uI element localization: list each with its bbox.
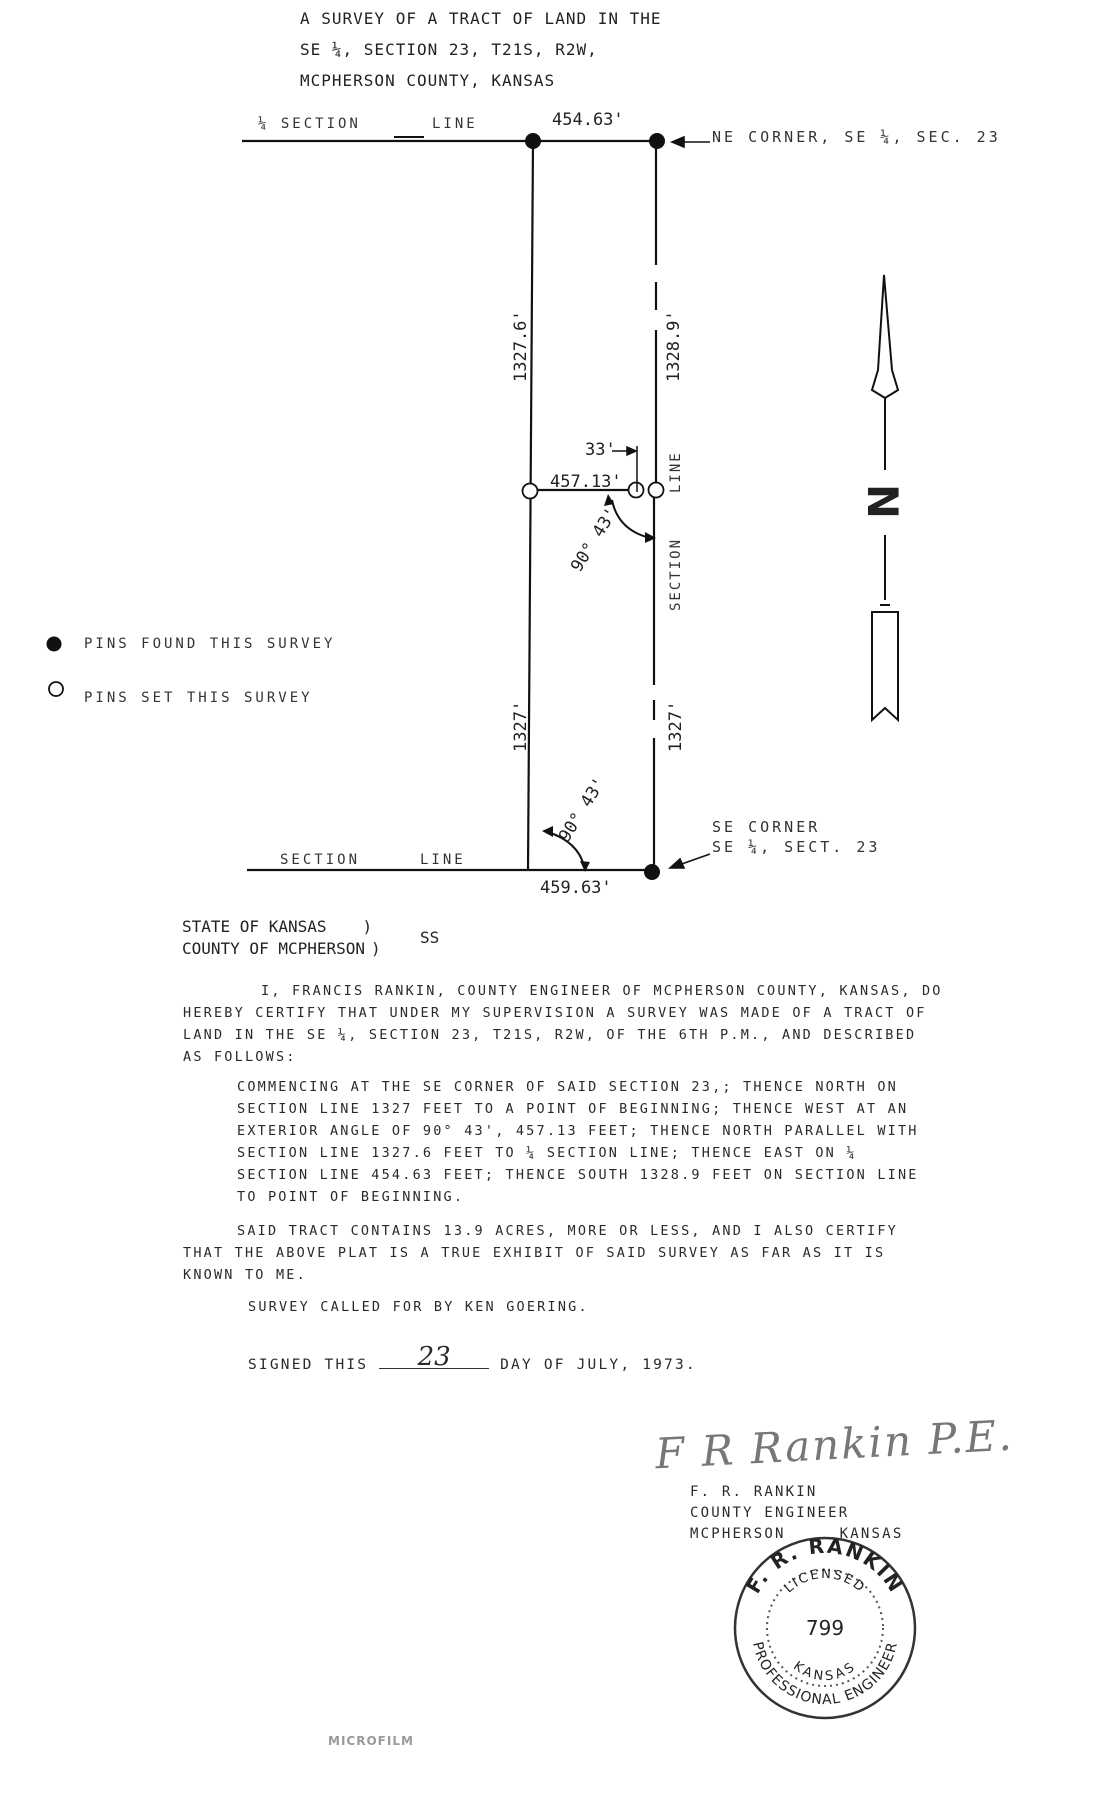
west-upper-dimension: 1327.6' [511, 310, 531, 382]
east-lower-dimension: 1327' [666, 700, 686, 752]
svg-text:F. R. RANKIN [741, 1534, 909, 1598]
legend-set-label: PINS SET THIS SURVEY [84, 690, 313, 706]
seal-state-text: KANSAS [790, 1658, 860, 1685]
signer-name-line: F. R. RANKIN [690, 1484, 818, 1500]
pin-set-east-2 [649, 483, 664, 498]
bottom-dimension: 459.63' [540, 878, 612, 898]
seal-number: 799 [805, 1616, 845, 1640]
bottom-section-label: SECTION [280, 852, 361, 868]
called-for-line: SURVEY CALLED FOR BY KEN GOERING. [248, 1299, 589, 1315]
offset-dimension: 33' [585, 440, 616, 460]
north-letter: N [858, 483, 908, 520]
east-section-label: SECTION [668, 537, 684, 611]
title-line-1: A SURVEY OF A TRACT OF LAND IN THE [300, 9, 662, 28]
west-lower-dimension: 1327' [511, 700, 531, 752]
microfilm-stamp: MICROFILM [328, 1734, 414, 1748]
east-line-label: LINE [668, 451, 684, 493]
pin-found-se [644, 864, 660, 880]
certificate-paragraph-1: I, FRANCIS RANKIN, COUNTY ENGINEER OF MCPHERSON COUNTY, KANSAS, DO HEREBY CERTIFY THAT UNDER MY SUPERVISION A SURVEY WAS MADE OF A TRACT OF LAND IN THE SE ¼, SECTION 23, T21S, R2W, OF THE 6TH P.M., AND DESCRIBED AS FOLLOWS: [183, 983, 943, 1065]
seal-top-text: F. R. RANKIN [741, 1533, 909, 1598]
signed-day: 23 [379, 1346, 489, 1369]
mid-dimension: 457.13' [550, 472, 622, 492]
pin-found-nw [525, 133, 541, 149]
legend-found-label: PINS FOUND THIS SURVEY [84, 636, 336, 652]
east-upper-dimension: 1328.9' [664, 310, 684, 382]
signer-county-line: MCPHERSON KANSAS [690, 1526, 904, 1542]
seal-bottom-text: PROFESSIONAL ENGINEER [748, 1640, 902, 1709]
venue-ss: SS [420, 928, 440, 947]
west-boundary [528, 141, 533, 870]
svg-text:LICENSED [782, 1567, 869, 1596]
venue-county: COUNTY OF MCPHERSON ) [182, 939, 381, 958]
signed-line: SIGNED THIS 23 DAY OF JULY, 1973. [248, 1342, 697, 1373]
lower-angle-label: 90° 43' [555, 774, 610, 846]
quarter-section-label: ¼ SECTION [258, 116, 361, 132]
bottom-section-line-label: LINE [420, 852, 466, 868]
se-corner-label-1: SE CORNER [712, 818, 821, 836]
quarter-section-line-label: LINE [432, 116, 478, 132]
certificate-paragraph-3: SAID TRACT CONTAINS 13.9 ACRES, MORE OR LESS, AND I ALSO CERTIFY THAT THE ABOVE PLAT IS A TRUE EXHIBIT OF SAID SURVEY AS FAR AS IT IS KNOWN TO ME. [183, 1223, 898, 1283]
title-line-3: MCPHERSON COUNTY, KANSAS [300, 71, 556, 90]
top-dimension: 454.63' [552, 110, 624, 130]
title-line-2: SE ¼, SECTION 23, T21S, R2W, [300, 40, 598, 59]
pin-set-east-1 [629, 483, 644, 498]
legend-open-pin [49, 682, 63, 696]
legend-filled-pin [47, 637, 62, 652]
pin-set-west [523, 484, 538, 499]
pin-found-ne [649, 133, 665, 149]
ne-corner-label: NE CORNER, SE ¼, SEC. 23 [712, 128, 1001, 146]
handwritten-signature: F R Rankin P.E. [653, 1410, 1015, 1479]
svg-text:KANSAS [790, 1659, 859, 1685]
signer-title-line: COUNTY ENGINEER [690, 1505, 850, 1521]
upper-angle-label: 90° 43' [567, 504, 622, 576]
legal-description: COMMENCING AT THE SE CORNER OF SAID SECTION 23,; THENCE NORTH ON SECTION LINE 1327 FEET TO A POINT OF BEGINNING; THENCE WEST AT AN EXTERIOR ANGLE OF 90° 43', 457.13 FEET; THENCE NORTH PARALLEL WITH SECTION LINE 1327.6 FEET TO ¼ SECTION LINE; THENCE EAST ON ¼ SECTION LINE 454.63 FEET; THENCE SOUTH 1328.9 FEET ON SECTION LINE TO POINT OF BEGINNING. [237, 1079, 919, 1205]
engineer-seal [730, 1533, 920, 1723]
venue-state: STATE OF KANSAS ) [182, 917, 373, 936]
seal-licensed-text: LICENSED [781, 1566, 869, 1597]
se-corner-label-2: SE ¼, SECT. 23 [712, 838, 881, 856]
